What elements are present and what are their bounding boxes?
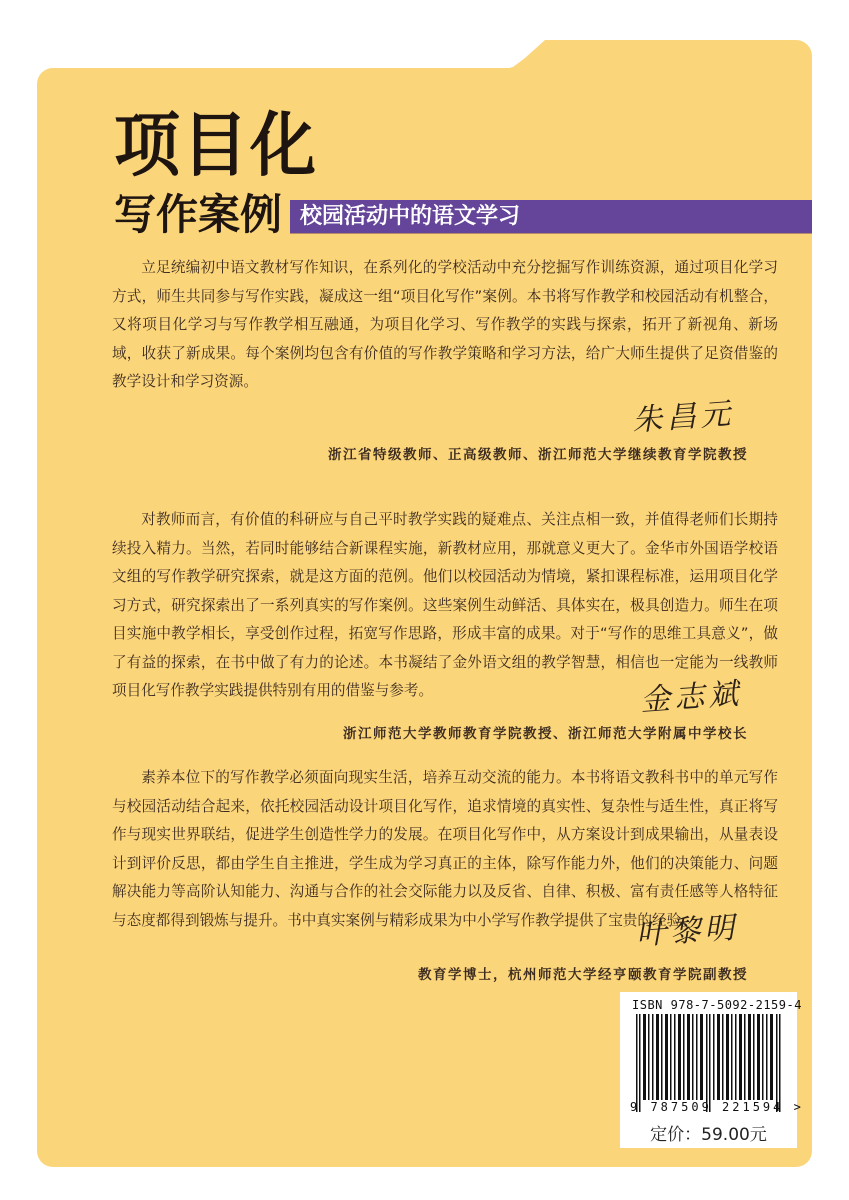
isbn-label: ISBN 978-7-5092-2159-4	[632, 998, 802, 1012]
signature-1: 朱昌元	[631, 396, 736, 439]
price-label: 定价：59.00元	[650, 1125, 767, 1145]
signature-2: 金志斌	[639, 676, 744, 719]
endorsement-text-1: 立足统编初中语文教材写作知识，在系列化的学校活动中充分挖掘写作训练资源，通过项目化学习方式，师生共同参与写作实践，凝成这一组“项目化写作”案例。本书将写作教学和校园活动有机整合，又将项目化学习与写作教学相互融通，为项目化学习、写作教学的实践与探索，拓开了新视角、新场域，收获了新成果。每个案例均包含有价值的写作教学策略和学习方法，给广大师生提供了足资借鉴的教学设计和学习资源。	[112, 259, 778, 390]
endorsement-affiliation-3: 教育学博士，杭州师范大学经亨颐教育学院副教授	[418, 967, 748, 983]
endorsement-text-3: 素养本位下的写作教学必须面向现实生活，培养互动交流的能力。本书将语文教科书中的单元写作与校园活动结合起来，依托校园活动设计项目化写作，追求情境的真实性、复杂性与适生性，真正将写作与现实世界联结，促进学生创造性学力的发展。在项目化写作中，从方案设计到成果输出，从量表设计到评价反思，都由学生自主推进，学生成为学习真正的主体，除写作能力外，他们的决策能力、问题解决能力等高阶认知能力、沟通与合作的社会交际能力以及反省、自律、积极、富有责任感等人格特征与态度都得到锻炼与提升。书中真实案例与精彩成果为中小学写作教学提供了宝贵的经验。	[112, 769, 778, 929]
book-subtitle: 校园活动中的语文学习	[300, 204, 521, 229]
barcode-panel	[620, 992, 804, 1148]
barcode-digits: 9 787509 221594 >	[630, 1100, 804, 1114]
book-title: 项目化	[114, 104, 318, 186]
barcode-icon	[634, 1014, 784, 1112]
book-title-secondary: 写作案例	[114, 190, 283, 239]
endorsement-affiliation-1: 浙江省特级教师、正高级教师、浙江师范大学继续教育学院教授	[328, 447, 748, 463]
signature-3: 叶黎明	[635, 910, 740, 953]
endorsement-affiliation-2: 浙江师范大学教师教育学院教授、浙江师范大学附属中学校长	[343, 726, 748, 742]
subtitle-banner	[290, 200, 812, 234]
endorsement-text-2: 对教师而言，有价值的科研应与自己平时教学实践的疑难点、关注点相一致，并值得老师们长期持续投入精力。当然，若同时能够结合新课程实施，新教材应用，那就意义更大了。金华市外国语学校语文组的写作教学研究探索，就是这方面的范例。他们以校园活动为情境，紧扣课程标准，运用项目化学习方式，研究探索出了一系列真实的写作案例。这些案例生动鲜活、具体实在，极具创造力。师生在项目实施中教学相长，享受创作过程，拓宽写作思路，形成丰富的成果。对于“写作的思维工具意义”，做了有益的探索，在书中做了有力的论述。本书凝结了金外语文组的教学智慧，相信也一定能为一线教师项目化写作教学实践提供特别有用的借鉴与参考。	[112, 511, 778, 699]
folder-tab-slope	[505, 40, 575, 69]
